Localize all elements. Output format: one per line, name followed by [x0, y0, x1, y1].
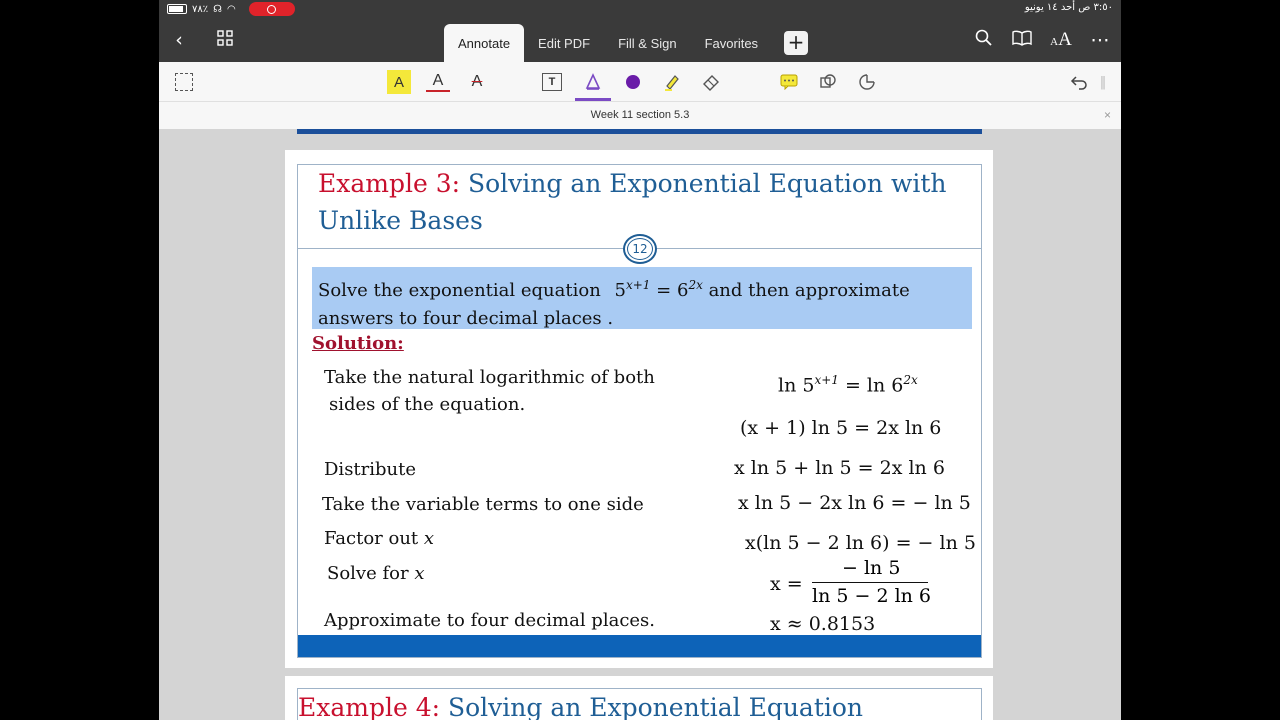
battery-percent: ٧٨٪ [192, 3, 209, 15]
annotation-toolbar [159, 62, 1121, 102]
fraction-bar [812, 582, 928, 583]
back-icon[interactable]: ‹ [175, 29, 183, 51]
search-icon[interactable] [971, 29, 995, 51]
step-6: Approximate to four decimal places. [324, 610, 656, 631]
previous-slide-bottom-bar [297, 129, 982, 134]
next-title-text: Solving an Exponential Equation [447, 693, 864, 720]
title-text: Solving an Exponential Equation with Unlike Bases [318, 169, 947, 235]
book-icon[interactable] [1010, 29, 1034, 51]
equation-5: x(ln 5 − 2 ln 6) = − ln 5 [745, 532, 976, 554]
fraction-denominator: ln 5 − 2 ln 6 [812, 585, 932, 607]
eraser-icon[interactable] [699, 70, 723, 94]
next-slide [297, 688, 982, 720]
wifi-icon: ◠ [227, 3, 236, 15]
slide [297, 164, 982, 658]
add-tool-button[interactable]: + [784, 31, 808, 55]
equation-4: x ln 5 − 2x ln 6 = − ln 5 [738, 492, 971, 514]
shapes-icon[interactable] [816, 70, 840, 94]
step-1-line-1: Take the natural logarithmic of both [324, 367, 655, 388]
fraction-numerator: − ln 5 [842, 557, 901, 579]
color-picker-icon[interactable] [621, 70, 645, 94]
tab-edit-pdf[interactable]: Edit PDF [538, 35, 591, 51]
comment-icon[interactable] [777, 70, 801, 94]
document-title: Week 11 section 5.3 [590, 109, 690, 121]
status-clock: ٣:٥٠ ص أحد ١٤ يونيو [1024, 2, 1113, 13]
lasso-icon[interactable] [855, 70, 879, 94]
grid-icon[interactable] [213, 29, 237, 51]
equation-2: (x + 1) ln 5 = 2x ln 6 [740, 417, 942, 439]
more-icon[interactable]: ⋯ [1090, 29, 1110, 51]
screen-recording-icon[interactable] [249, 2, 295, 16]
undo-icon[interactable] [1067, 70, 1091, 94]
tab-annotate[interactable]: Annotate [444, 24, 524, 62]
equation-1: $\ln 5^{x+1} = \ln 6^{2x}$ [778, 373, 918, 397]
status-bar [159, 0, 1121, 18]
strikethrough-text-icon[interactable]: A [471, 73, 483, 90]
next-pdf-page[interactable] [285, 676, 993, 720]
step-5: Solve for x [327, 563, 425, 584]
app-window [159, 0, 1121, 720]
highlight-text-icon[interactable]: A [387, 70, 411, 94]
page-number-badge: 12 [623, 234, 657, 264]
step-3: Take the variable terms to one side [322, 494, 644, 515]
pen-icon[interactable] [581, 70, 605, 94]
next-slide-title [298, 693, 863, 720]
slide-title [318, 165, 978, 239]
text-box-icon[interactable]: T [542, 73, 562, 91]
slide-bottom-bar [298, 635, 981, 657]
close-icon[interactable]: × [1103, 108, 1111, 122]
step-4: Factor out x [324, 528, 435, 549]
problem-statement: Solve the exponential equation $5^{x+1} = 6^{2x}$ and then approximate answers to four decimal places . [312, 267, 972, 329]
equation-3: x ln 5 + ln 5 = 2x ln 6 [734, 457, 945, 479]
active-tool-indicator [575, 98, 611, 101]
step-2: Distribute [324, 459, 417, 480]
toolbar-grip-icon[interactable]: ‖ [1099, 74, 1107, 90]
mode-tabs [444, 24, 808, 62]
solution-label: Solution: [312, 333, 404, 354]
equation-7: x ≈ 0.8153 [770, 613, 876, 635]
tab-favorites[interactable]: Favorites [704, 35, 759, 51]
next-example-label: Example 4: [298, 693, 441, 720]
battery-icon [167, 4, 187, 14]
example-label: Example 3: [318, 169, 461, 198]
header-bar [159, 18, 1121, 62]
document-title-bar [159, 102, 1121, 129]
headphones-icon: ☊ [213, 3, 223, 15]
step-1-line-2: sides of the equation. [329, 394, 526, 415]
selection-icon[interactable] [175, 73, 193, 91]
tab-fill-sign[interactable]: Fill & Sign [618, 35, 677, 51]
text-size-icon[interactable]: AA [1050, 29, 1072, 50]
equation-6-lhs: x = [770, 573, 803, 595]
highlighter-icon[interactable] [660, 70, 684, 94]
pdf-page[interactable] [285, 150, 993, 668]
underline-text-icon[interactable]: A [426, 72, 450, 92]
